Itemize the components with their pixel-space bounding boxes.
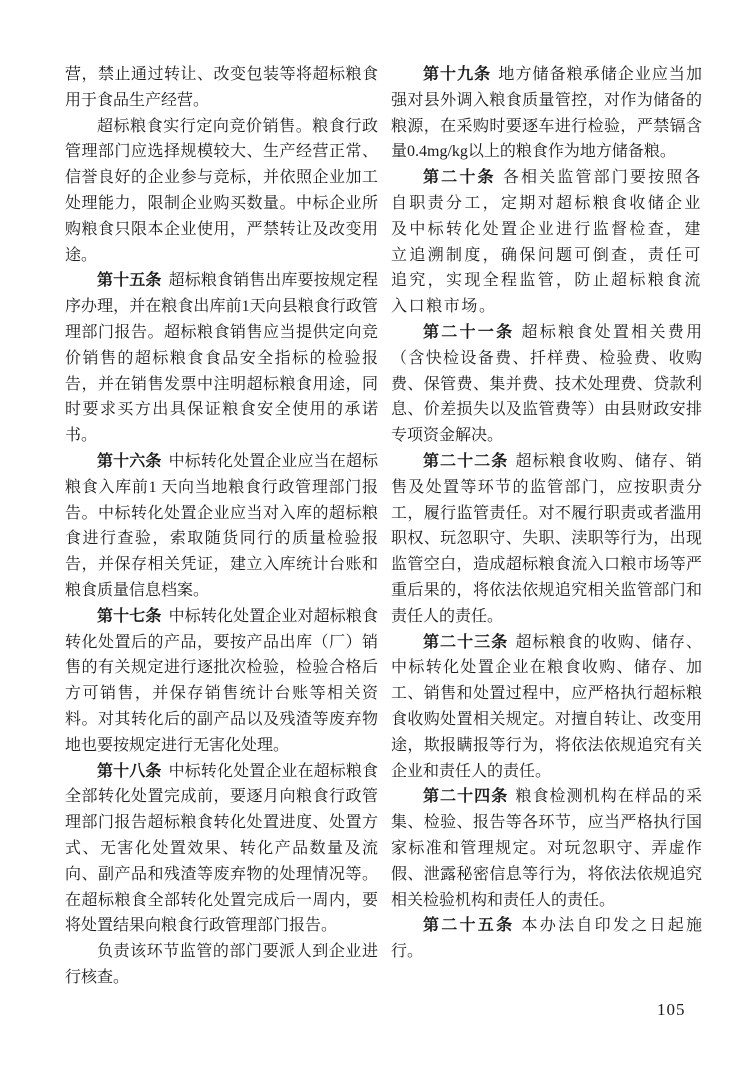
- article-number: 第十八条: [97, 762, 162, 780]
- article-paragraph: 第二十四条 粮食检测机构在样品的采集、检验、报告等各环节，应当严格执行国家标准和管理规定。对玩忽职守、弄虚作假、泄露秘密信息等行为，将依法依规追究相关检验机构和责任人的责任。: [391, 788, 702, 909]
- article-paragraph: 第十八条 中标转化处置企业在超标粮食全部转化处置完成前，要逐月向粮食行政管理部门报告超标粮食转化处置进度、处置方式、无害化处置效果、转化产品数量及流向、副产品和残渣等废弃物的处理情况等。在超标粮食全部转化处置完成后一周内，要将处置结果向粮食行政管理部门报告。: [65, 762, 378, 935]
- article-number: 第二十一条: [423, 323, 515, 341]
- article-number: 第十六条: [97, 452, 162, 470]
- article-number: 第二十二条: [423, 452, 509, 470]
- article-number: 第十七条: [97, 607, 162, 625]
- article-paragraph: 第二十条 各相关监管部门要按照各自职责分工，定期对超标粮食收储企业及中标转化处置企业进行监督检查，建立追溯制度，确保问题可倒查，责任可追究，实现全程监管，防止超标粮食流入口粮市场。: [391, 169, 702, 316]
- article-number: 第二十四条: [423, 788, 509, 806]
- article-paragraph: 第十九条 地方储备粮承储企业应当加强对县外调入粮食质量管控，对作为储备的粮源，在采购时要逐车进行检验，严禁镉含量0.4mg/kg以上的粮食作为地方储备粮。: [391, 66, 702, 161]
- article-number: 第十九条: [423, 66, 492, 83]
- article-paragraph: 第二十三条 超标粮食的收购、储存、中标转化处置企业在粮食收购、储存、加工、销售和处置过程中，应严格执行超标粮食收购处置相关规定。对擅自转让、改变用途，欺报瞒报等行为，将依法依规追究有关企业和责任人的责任。: [391, 633, 702, 780]
- article-paragraph: 第二十一条 超标粮食处置相关费用（含快检设备费、扦样费、检验费、收购费、保管费、集并费、技术处理费、贷款利息、价差损失以及监管费等）由县财政安排专项资金解决。: [391, 323, 702, 445]
- body-paragraph: 负责该环节监管的部门要派人到企业进行核查。: [65, 943, 378, 986]
- body-paragraph: 营，禁止通过转让、改变包装等将超标粮食用于食品生产经营。: [65, 66, 378, 109]
- article-paragraph: 第二十五条 本办法自印发之日起施行。: [391, 917, 702, 961]
- article-paragraph: 第十五条 超标粮食销售出库要按规定程序办理，并在粮食出库前1天向县粮食行政管理部门报告。超标粮食销售应当提供定向竞价销售的超标粮食食品安全指标的检验报告，并在销售发票中注明超标粮食用途，同时要求买方出具保证粮食安全使用的承诺书。: [65, 272, 378, 445]
- page-number: 105: [657, 1000, 686, 1019]
- body-paragraph: 超标粮食实行定向竞价销售。粮食行政管理部门应选择规模较大、生产经营正常、信誉良好的企业参与竞标，并依照企业加工处理能力，限制企业购买数量。中标企业所购粮食只限本企业使用，严禁转让及改变用途。: [65, 117, 378, 264]
- article-number: 第二十条: [423, 169, 496, 187]
- article-paragraph: 第二十二条 超标粮食收购、储存、销售及处置等环节的监管部门，应按职责分工，履行监管责任。对不履行职责或者滥用职权、玩忽职守、失职、渎职等行为，出现监管空白，造成超标粮食流入口粮市场等严重后果的，将依法依规追究相关监管部门和责任人的责任。: [391, 452, 702, 625]
- article-number: 第二十三条: [423, 633, 509, 651]
- right-text-column: [391, 62, 702, 965]
- left-text-column: [65, 62, 378, 991]
- article-paragraph: 第十六条 中标转化处置企业应当在超标粮食入库前1 天向当地粮食行政管理部门报告。中标转化处置企业应当对入库的超标粮食进行查验，索取随货同行的质量检验报告，并保存相关凭证，建立入库统计台账和粮食质量信息档案。: [65, 452, 378, 599]
- article-number: 第二十五条: [423, 917, 515, 935]
- article-number: 第十五条: [97, 272, 162, 290]
- article-paragraph: 第十七条 中标转化处置企业对超标粮食转化处置后的产品，要按产品出库（厂）销售的有关规定进行逐批次检验，检验合格后方可销售，并保存销售统计台账等相关资料。对其转化后的副产品以及残渣等废弃物地也要按规定进行无害化处理。: [65, 607, 378, 754]
